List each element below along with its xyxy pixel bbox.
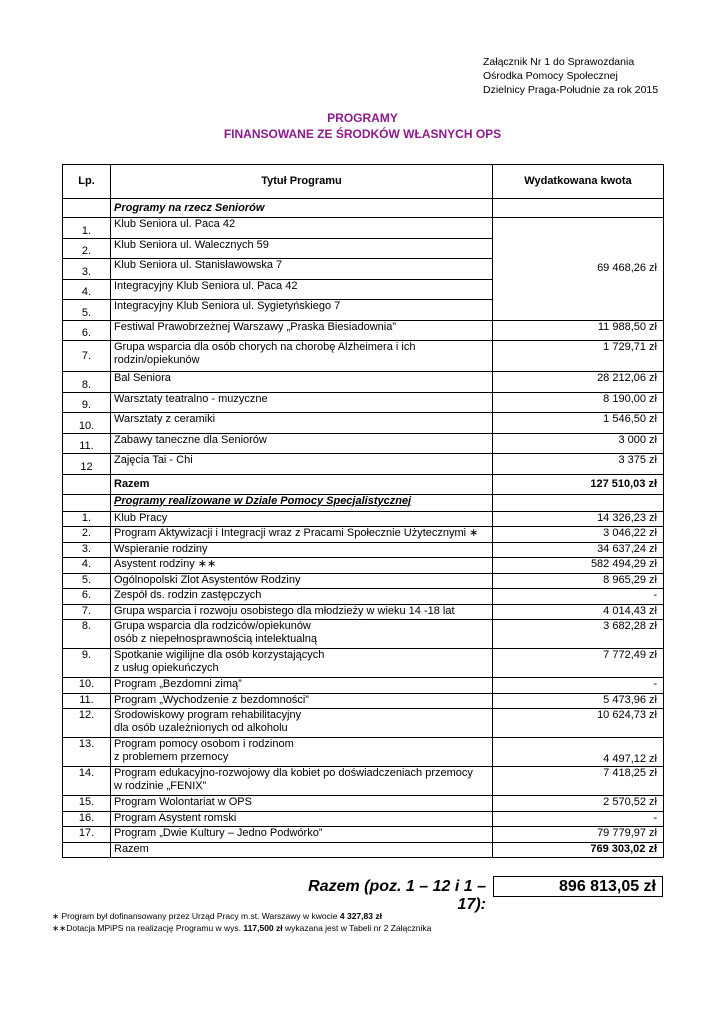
footnote-text: wykazana jest w Tabeli nr 2 Załącznika xyxy=(282,923,432,933)
row-title: Spotkanie wigilijne dla osób korzystających z usług opiekuńczych xyxy=(111,649,493,678)
row-lp: 6. xyxy=(63,589,111,605)
row-title: Program „Wychodzenie z bezdomności” xyxy=(111,693,493,709)
row-title: Zabawy taneczne dla Seniorów xyxy=(111,433,493,454)
table-row xyxy=(63,511,664,527)
subtotal-amount: 769 303,02 zł xyxy=(493,842,664,857)
row-title: Klub Seniora ul. Walecznych 59 xyxy=(111,238,493,259)
footnote-text: ∗ Program był dofinansowany przez Urząd Pracy m.st. Warszawy w kwocie xyxy=(52,911,340,921)
table-row xyxy=(63,558,664,574)
programs-table xyxy=(62,164,664,858)
row-amount: 3 046,22 zł xyxy=(493,527,664,543)
grand-total-amount: 896 813,05 zł xyxy=(493,876,663,897)
row-amount: - xyxy=(493,811,664,827)
table-row xyxy=(63,811,664,827)
row-amount: 79 779,97 zł xyxy=(493,827,664,843)
row-title: Grupa wsparcia dla osób chorych na chorobę Alzheimera i ich rodzin/opiekunów xyxy=(111,341,493,372)
header-row xyxy=(63,165,664,199)
annex-line: Załącznik Nr 1 do Sprawozdania xyxy=(483,56,635,68)
row-lp: 17. xyxy=(63,827,111,843)
annex-line: Dzielnicy Praga-Południe za rok 2015 xyxy=(483,84,659,96)
row-lp: 3. xyxy=(63,259,111,280)
footnote-amount: 117,500 zł xyxy=(243,923,283,933)
row-title: Festiwal Prawobrzeżnej Warszawy „Praska Biesiadownia” xyxy=(111,320,493,341)
header-amount: Wydatkowana kwota xyxy=(493,165,664,199)
row-title: Zajęcia Tai - Chi xyxy=(111,454,493,475)
row-amount: 3 682,28 zł xyxy=(493,620,664,649)
section-lp-empty xyxy=(63,199,111,218)
row-amount: 14 326,23 zł xyxy=(493,511,664,527)
row-lp: 1. xyxy=(63,218,111,239)
table-row xyxy=(63,433,664,454)
row-lp: 8. xyxy=(63,620,111,649)
row-amount: 3 375 zł xyxy=(493,454,664,475)
subtotal-lp-empty xyxy=(63,474,111,494)
footnote-2 xyxy=(52,923,431,934)
row-title: Program pomocy osobom i rodzinom z problemem przemocy xyxy=(111,738,493,767)
row-lp: 12. xyxy=(63,709,111,738)
row-lp: 5. xyxy=(63,300,111,321)
section-heading-row xyxy=(63,199,664,218)
row-title: Wspieranie rodziny xyxy=(111,542,493,558)
footnote-1 xyxy=(52,911,382,922)
table-row xyxy=(63,827,664,843)
footnote-text: ∗∗Dotacja MPiPS na realizację Programu w wys. xyxy=(52,923,244,933)
row-title: Klub Seniora ul. Paca 42 xyxy=(111,218,493,239)
row-title: Program „Bezdomni zimą” xyxy=(111,678,493,694)
row-lp: 2. xyxy=(63,238,111,259)
row-lp: 8. xyxy=(63,372,111,393)
row-lp: 3. xyxy=(63,542,111,558)
row-amount: 10 624,73 zł xyxy=(493,709,664,738)
row-title: Zespół ds. rodzin zastępczych xyxy=(111,589,493,605)
row-amount: 3 000 zł xyxy=(493,433,664,454)
table-row xyxy=(63,796,664,812)
table-row xyxy=(63,573,664,589)
row-amount: 7 418,25 zł xyxy=(493,767,664,796)
table-row xyxy=(63,392,664,413)
row-title: Integracyjny Klub Seniora ul. Paca 42 xyxy=(111,279,493,300)
row-lp: 5. xyxy=(63,573,111,589)
row-lp: 9. xyxy=(63,392,111,413)
subtotal-lp-empty xyxy=(63,842,111,857)
row-lp: 6. xyxy=(63,320,111,341)
header-title: Tytuł Programu xyxy=(111,165,493,199)
row-title: Środowiskowy program rehabilitacyjny dla osób uzależnionych od alkoholu xyxy=(111,709,493,738)
row-title: Klub Seniora ul. Stanisławowska 7 xyxy=(111,259,493,280)
row-amount: - xyxy=(493,589,664,605)
section-amount-empty xyxy=(493,199,664,218)
subtotal-label: Razem xyxy=(111,474,493,494)
row-lp: 9. xyxy=(63,649,111,678)
table-row xyxy=(63,542,664,558)
row-title: Grupa wsparcia dla rodziców/opiekunów osób z niepełnosprawnością intelektualną xyxy=(111,620,493,649)
row-lp: 1. xyxy=(63,511,111,527)
row-amount: 2 570,52 zł xyxy=(493,796,664,812)
subtotal-row xyxy=(63,842,664,857)
table-row xyxy=(63,372,664,393)
section-seniors xyxy=(63,199,664,495)
row-lp: 14. xyxy=(63,767,111,796)
row-title: Program „Dwie Kultury – Jedno Podwórko” xyxy=(111,827,493,843)
row-amount: 4 497,12 zł xyxy=(493,738,664,767)
table-row xyxy=(63,589,664,605)
page-subtitle: FINANSOWANE ZE ŚRODKÓW WŁASNYCH OPS xyxy=(223,127,502,141)
row-amount: - xyxy=(493,678,664,694)
row-lp: 10. xyxy=(63,413,111,434)
row-lp: 7. xyxy=(63,341,111,372)
header-lp: Lp. xyxy=(63,165,111,199)
subtotal-label: Razem xyxy=(111,842,493,857)
row-amount: 28 212,06 zł xyxy=(493,372,664,393)
row-title: Program Wolontariat w OPS xyxy=(111,796,493,812)
row-title: Klub Pracy xyxy=(111,511,493,527)
row-amount: 11 988,50 zł xyxy=(493,320,664,341)
section-lp-empty xyxy=(63,494,111,511)
row-title: Program Aktywizacji i Integracji wraz z Pracami Społecznie Użytecznymi ∗ xyxy=(111,527,493,543)
row-amount: 582 494,29 zł xyxy=(493,558,664,574)
row-title: Grupa wsparcia i rozwoju osobistego dla młodzieży w wieku 14 -18 lat xyxy=(111,604,493,620)
row-lp: 16. xyxy=(63,811,111,827)
row-amount: 69 468,26 zł xyxy=(493,218,664,321)
table-row xyxy=(63,320,664,341)
table-row xyxy=(63,709,664,738)
row-lp: 12 xyxy=(63,454,111,475)
section-heading-row xyxy=(63,494,664,511)
table-row xyxy=(63,527,664,543)
row-title: Integracyjny Klub Seniora ul. Sygietyńskiego 7 xyxy=(111,300,493,321)
row-title: Bal Seniora xyxy=(111,372,493,393)
page-title: PROGRAMY xyxy=(327,111,398,125)
table-row xyxy=(63,693,664,709)
table-row xyxy=(63,341,664,372)
row-amount: 8 190,00 zł xyxy=(493,392,664,413)
table-row xyxy=(63,413,664,434)
row-amount: 7 772,49 zł xyxy=(493,649,664,678)
subtotal-row xyxy=(63,474,664,494)
table-row xyxy=(63,678,664,694)
row-title: Asystent rodziny ∗∗ xyxy=(111,558,493,574)
row-lp: 15. xyxy=(63,796,111,812)
row-amount: 8 965,29 zł xyxy=(493,573,664,589)
row-title: Warsztaty teatralno - muzyczne xyxy=(111,392,493,413)
row-lp: 4. xyxy=(63,558,111,574)
row-lp: 7. xyxy=(63,604,111,620)
table-row xyxy=(63,767,664,796)
row-lp: 11. xyxy=(63,693,111,709)
row-title: Warsztaty z ceramiki xyxy=(111,413,493,434)
row-amount: 1 729,71 zł xyxy=(493,341,664,372)
row-title: Program edukacyjno-rozwojowy dla kobiet po doświadczeniach przemocy w rodzinie „FENIX” xyxy=(111,767,493,796)
table-row xyxy=(63,454,664,475)
annex-note xyxy=(483,55,658,97)
annex-line: Ośrodka Pomocy Społecznej xyxy=(483,70,618,82)
table-row xyxy=(63,738,664,767)
section-heading: Programy realizowane w Dziale Pomocy Specjalistycznej xyxy=(111,494,493,511)
section-amount-empty xyxy=(493,494,664,511)
row-amount: 4 014,43 zł xyxy=(493,604,664,620)
section-specialist xyxy=(63,494,664,857)
subtotal-amount: 127 510,03 zł xyxy=(493,474,664,494)
section-heading: Programy na rzecz Seniorów xyxy=(111,199,493,218)
row-title: Program Asystent romski xyxy=(111,811,493,827)
table-row xyxy=(63,649,664,678)
grand-total-label: Razem (poz. 1 – 12 i 1 – 17): xyxy=(308,878,486,913)
table-row xyxy=(63,604,664,620)
row-amount: 5 473,96 zł xyxy=(493,693,664,709)
row-amount: 1 546,50 zł xyxy=(493,413,664,434)
row-lp: 4. xyxy=(63,279,111,300)
row-lp: 2. xyxy=(63,527,111,543)
row-lp: 13. xyxy=(63,738,111,767)
row-title: Ogólnopolski Zlot Asystentów Rodziny xyxy=(111,573,493,589)
table-row xyxy=(63,620,664,649)
table-row xyxy=(63,218,664,239)
footnote-amount: 4 327,83 zł xyxy=(339,911,382,921)
row-amount: 34 637,24 zł xyxy=(493,542,664,558)
row-lp: 10. xyxy=(63,678,111,694)
row-lp: 11. xyxy=(63,433,111,454)
